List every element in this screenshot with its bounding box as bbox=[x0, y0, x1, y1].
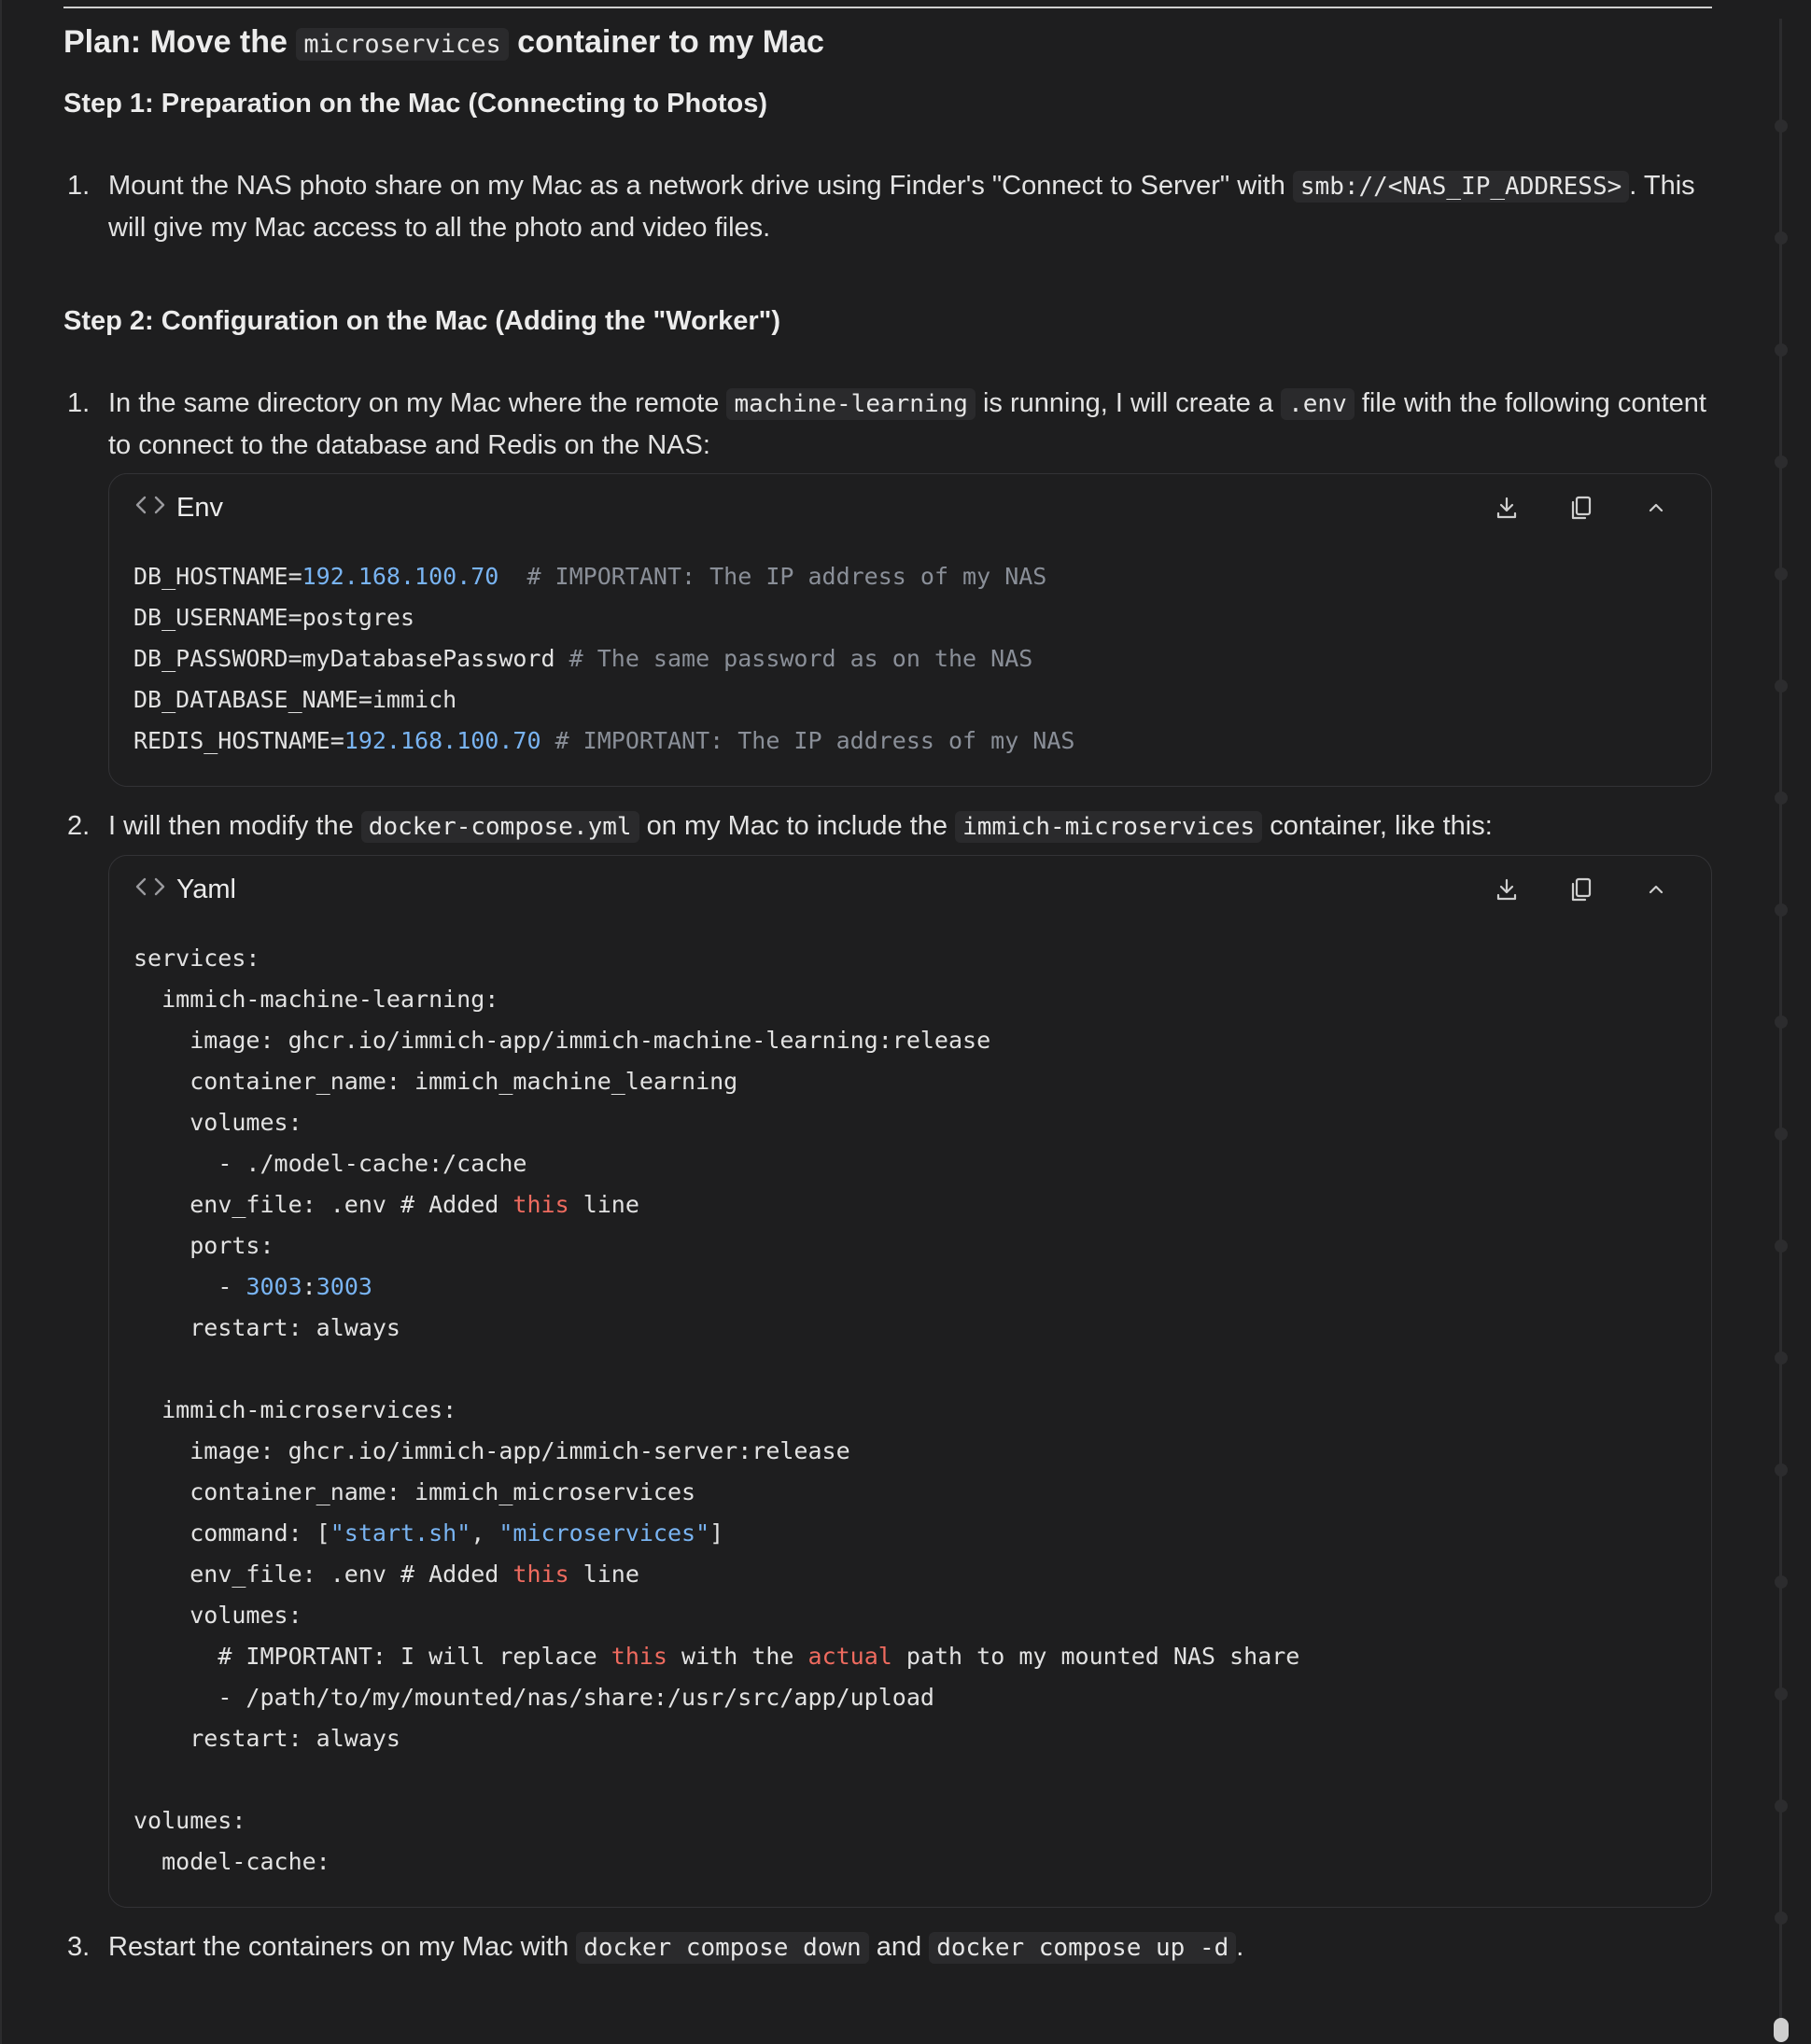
scroll-marker[interactable] bbox=[1775, 455, 1788, 469]
scroll-marker[interactable] bbox=[1775, 903, 1788, 917]
code-language: Env bbox=[176, 493, 223, 523]
download-button[interactable] bbox=[1491, 492, 1523, 524]
scroll-marker[interactable] bbox=[1775, 1799, 1788, 1813]
list-item: 2. I will then modify the docker-compose.yml on my Mac to include the immich-microservices container, like this: Yaml services: immich-machine-learning: image: ghcr.io/immich-app/immich-machine-learning:release container_name: immich_machine_learning volumes: - ./model-cache:/cache env_file: .env # Added this line ports: - 3003:3003 restart: always immich-microservices: image: ghcr.io/immich-app/immich-server:release container_name: immich_microservices command: ["start.sh", "microservices"] env_file: .env # Added this line volumes: # IMPORTANT: I will replace this with the actual path to my mounted NAS share - /path/to/my/mounted/nas/share:/usr/src/app/upload restart: always volumes: model-cache: bbox=[63, 805, 1712, 1908]
download-button[interactable] bbox=[1491, 874, 1523, 905]
chat-message bbox=[63, 17, 1712, 1968]
inline-code: immich-microservices bbox=[955, 811, 1262, 843]
list-number: 1. bbox=[67, 388, 91, 418]
plan-title: Plan: Move the microservices container to my Mac bbox=[63, 24, 824, 60]
scroll-marker[interactable] bbox=[1775, 1015, 1788, 1029]
inline-code: .env bbox=[1281, 388, 1355, 420]
copy-icon bbox=[1568, 495, 1594, 521]
collapse-button[interactable] bbox=[1640, 492, 1672, 524]
list-item: 1. In the same directory on my Mac where the remote machine-learning is running, I will create a .env file with the following content to connect to the database and Redis on the NAS: Env DB_HOSTNAME=192.168.100.70 # IMPORTANT: The IP address of my NAS DB_USERNAME=postgres DB_PASSWORD=myDatabasePassword # The same password as on the NAS DB_DATABASE_NAME=immich REDIS_HOSTNAME=192.168.100.70 # IMPORTANT: The IP address of my NAS bbox=[63, 383, 1712, 787]
inline-code: docker compose down bbox=[576, 1932, 868, 1964]
scroll-marker[interactable] bbox=[1775, 679, 1788, 693]
chevron-up-icon bbox=[1643, 495, 1669, 521]
step1-list bbox=[63, 165, 1712, 248]
download-icon bbox=[1494, 876, 1520, 903]
panel-edge bbox=[0, 0, 2, 2044]
list-number: 3. bbox=[67, 1932, 91, 1962]
scroll-marker[interactable] bbox=[1775, 791, 1788, 805]
code-content: services: immich-machine-learning: image: ghcr.io/immich-app/immich-machine-learning:release container_name: immich_machine_learning volumes: - ./model-cache:/cache env_file: .env # Added this line ports: - 3003:3003 restart: always immich-microservices: image: ghcr.io/immich-app/immich-server:release container_name: immich_microservices command: ["start.sh", "microservices"] env_file: .env # Added this line volumes: # IMPORTANT: I will replace this with the actual path to my mounted NAS share - /path/to/my/mounted/nas/share:/usr/src/app/upload restart: always volumes: model-cache: bbox=[133, 945, 1300, 1875]
inline-code: microservices bbox=[296, 28, 508, 61]
step2-list bbox=[63, 383, 1712, 1968]
copy-button[interactable] bbox=[1565, 492, 1597, 524]
scroll-marker[interactable] bbox=[1775, 1351, 1788, 1365]
step1-heading: Step 1: Preparation on the Mac (Connecting to Photos) bbox=[63, 89, 768, 119]
code-block-header bbox=[133, 487, 1687, 528]
scroll-marker[interactable] bbox=[1775, 1127, 1788, 1141]
scroll-marker[interactable] bbox=[1775, 1911, 1788, 1925]
download-icon bbox=[1494, 495, 1520, 521]
divider bbox=[63, 7, 1712, 8]
code-content: DB_HOSTNAME=192.168.100.70 # IMPORTANT: The IP address of my NAS DB_USERNAME=postgres DB_PASSWORD=myDatabasePassword # The same password as on the NAS DB_DATABASE_NAME=immich REDIS_HOSTNAME=192.168.100.70 # IMPORTANT: The IP address of my NAS bbox=[133, 563, 1075, 754]
inline-code: docker-compose.yml bbox=[361, 811, 639, 843]
scroll-marker[interactable] bbox=[1775, 231, 1788, 245]
chevron-up-icon bbox=[1643, 876, 1669, 903]
copy-icon bbox=[1568, 876, 1594, 903]
code-icon bbox=[133, 869, 167, 910]
scroll-marker[interactable] bbox=[1775, 567, 1788, 581]
scroll-marker[interactable] bbox=[1775, 343, 1788, 357]
inline-code: machine-learning bbox=[726, 388, 975, 420]
list-number: 2. bbox=[67, 811, 91, 841]
env-code-block bbox=[108, 473, 1712, 787]
list-number: 1. bbox=[67, 171, 91, 201]
code-icon bbox=[133, 487, 167, 528]
scroll-marker[interactable] bbox=[1775, 1575, 1788, 1589]
scroll-marker[interactable] bbox=[1775, 119, 1788, 133]
step2-heading: Step 2: Configuration on the Mac (Adding the "Worker") bbox=[63, 306, 781, 336]
scroll-marker[interactable] bbox=[1775, 1239, 1788, 1253]
inline-code: smb://<NAS_IP_ADDRESS> bbox=[1293, 171, 1629, 203]
list-item: 3. Restart the containers on my Mac with docker compose down and docker compose up -d . bbox=[63, 1926, 1712, 1968]
scroll-marker[interactable] bbox=[1775, 1687, 1788, 1701]
code-block-header bbox=[133, 869, 1687, 910]
list-item: 1. Mount the NAS photo share on my Mac as a network drive using Finder's "Connect to Server" with smb://<NAS_IP_ADDRESS> . This will give my Mac access to all the photo and video files. bbox=[63, 165, 1712, 248]
code-block-actions bbox=[1491, 492, 1687, 524]
yaml-code-block bbox=[108, 855, 1712, 1908]
code-block-actions bbox=[1491, 874, 1687, 905]
collapse-button[interactable] bbox=[1640, 874, 1672, 905]
code-language: Yaml bbox=[176, 875, 236, 904]
scroll-marker[interactable] bbox=[1775, 1463, 1788, 1477]
scrollbar-thumb[interactable] bbox=[1774, 2018, 1789, 2042]
copy-button[interactable] bbox=[1565, 874, 1597, 905]
inline-code: docker compose up -d bbox=[929, 1932, 1236, 1964]
